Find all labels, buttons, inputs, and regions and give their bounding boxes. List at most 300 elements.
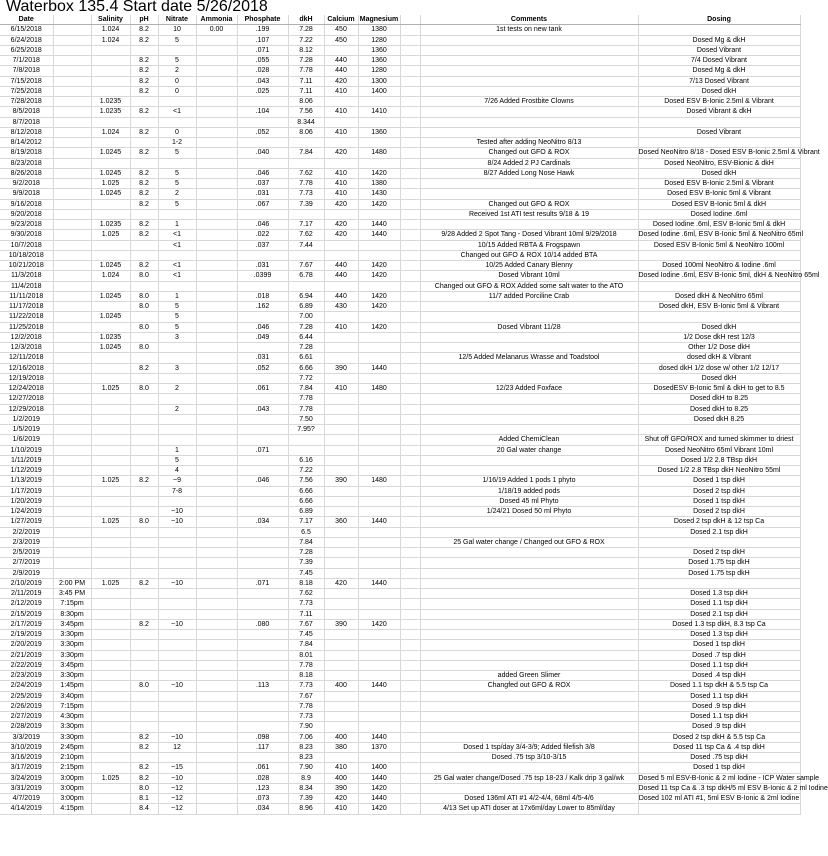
table-cell: 8.2: [130, 476, 158, 486]
table-cell: [400, 742, 420, 752]
table-cell: [400, 507, 420, 517]
table-cell: [638, 425, 800, 435]
table-cell: [196, 168, 237, 178]
table-cell: 3:30pm: [53, 722, 91, 732]
table-cell: 3/16/2019: [0, 753, 53, 763]
table-cell: Changed out GFO & ROX Added some salt water to the ATO: [420, 281, 638, 291]
table-cell: [196, 435, 237, 445]
table-cell: 6.66: [288, 486, 324, 496]
table-cell: 2/23/2019: [0, 671, 53, 681]
table-cell: [53, 476, 91, 486]
table-cell: [130, 527, 158, 537]
table-cell: [400, 773, 420, 783]
table-cell: 8/12/2018: [0, 127, 53, 137]
table-cell: [53, 199, 91, 209]
table-cell: [91, 589, 130, 599]
table-cell: 390: [324, 363, 358, 373]
table-cell: 1/12/2019: [0, 466, 53, 476]
table-cell: [420, 107, 638, 117]
table-cell: Dosed 100ml NeoNitro & Iodine .6ml: [638, 261, 800, 271]
table-cell: 8/26/2018: [0, 168, 53, 178]
table-cell: Dosed ESV B-Ionic 5ml & Vibrant: [638, 189, 800, 199]
table-cell: [53, 261, 91, 271]
table-cell: 5: [158, 148, 196, 158]
table-cell: [196, 261, 237, 271]
table-cell: .037: [237, 179, 288, 189]
table-cell: [91, 701, 130, 711]
table-cell: [130, 507, 158, 517]
table-cell: 1-2: [158, 138, 196, 148]
table-cell: [91, 537, 130, 547]
table-cell: [288, 250, 324, 260]
table-cell: [358, 414, 400, 424]
table-cell: [196, 783, 237, 793]
table-cell: [91, 763, 130, 773]
table-cell: .022: [237, 230, 288, 240]
table-cell: ~10: [158, 732, 196, 742]
table-cell: [237, 558, 288, 568]
table-cell: [196, 732, 237, 742]
table-cell: [358, 117, 400, 127]
table-cell: 5: [158, 35, 196, 45]
table-cell: [53, 66, 91, 76]
table-cell: [53, 158, 91, 168]
table-cell: 7.78: [288, 404, 324, 414]
table-cell: [400, 722, 420, 732]
table-cell: [400, 712, 420, 722]
table-cell: 7.73: [288, 681, 324, 691]
table-cell: 11/25/2018: [0, 322, 53, 332]
table-cell: 3:45 PM: [53, 589, 91, 599]
table-cell: [358, 701, 400, 711]
table-cell: .199: [237, 25, 288, 35]
table-cell: 2/28/2019: [0, 722, 53, 732]
table-cell: 8/24 Added 2 PJ Cardinals: [420, 158, 638, 168]
table-cell: [91, 691, 130, 701]
table-cell: 3: [158, 363, 196, 373]
table-cell: [324, 650, 358, 660]
table-cell: [400, 373, 420, 383]
table-cell: [196, 630, 237, 640]
table-cell: Dosed 136ml ATI #1 4/2-4/4, 68ml 4/5-4/6: [420, 794, 638, 804]
table-cell: 25 Gal water change/Dosed .75 tsp 18-23 / Kalk drip 3 gal/wk: [420, 773, 638, 783]
table-cell: 7/1/2018: [0, 56, 53, 66]
table-cell: 410: [324, 86, 358, 96]
table-cell: [196, 353, 237, 363]
table-cell: [400, 148, 420, 158]
table-cell: [420, 650, 638, 660]
table-cell: 6.78: [288, 271, 324, 281]
table-cell: Dosed .4 tsp dkH: [638, 671, 800, 681]
table-cell: [237, 650, 288, 660]
table-cell: [420, 763, 638, 773]
table-cell: [400, 45, 420, 55]
table-cell: [196, 404, 237, 414]
table-cell: [324, 496, 358, 506]
table-cell: [196, 97, 237, 107]
table-cell: 7.72: [288, 373, 324, 383]
table-cell: [130, 496, 158, 506]
table-cell: .071: [237, 578, 288, 588]
table-cell: [53, 527, 91, 537]
table-cell: [196, 722, 237, 732]
table-cell: 7.39: [288, 558, 324, 568]
table-row: [0, 35, 800, 45]
table-cell: 1440: [358, 363, 400, 373]
table-cell: 12/24/2018: [0, 384, 53, 394]
table-cell: .162: [237, 302, 288, 312]
table-cell: [196, 742, 237, 752]
table-cell: [358, 138, 400, 148]
table-cell: .043: [237, 76, 288, 86]
table-cell: [288, 158, 324, 168]
table-cell: [196, 250, 237, 260]
table-cell: 10: [158, 25, 196, 35]
table-cell: [358, 548, 400, 558]
table-cell: 1.025: [91, 179, 130, 189]
table-cell: 5: [158, 56, 196, 66]
table-cell: 7.62: [288, 168, 324, 178]
table-cell: [237, 589, 288, 599]
table-cell: 5: [158, 302, 196, 312]
table-cell: [91, 568, 130, 578]
table-cell: [91, 640, 130, 650]
table-row: [0, 384, 800, 394]
table-cell: Dosed 1 tsp dkH: [638, 476, 800, 486]
table-cell: .031: [237, 261, 288, 271]
table-cell: Dosed .7 tsp dkH: [638, 650, 800, 660]
table-cell: 1360: [358, 127, 400, 137]
table-cell: [91, 671, 130, 681]
table-cell: [91, 445, 130, 455]
table-cell: 2:00 PM: [53, 578, 91, 588]
table-cell: 7.28: [288, 25, 324, 35]
table-cell: [53, 394, 91, 404]
table-cell: [400, 230, 420, 240]
table-cell: dosed dkH 1/2 dose w/ other 1/2 12/17: [638, 363, 800, 373]
table-cell: [91, 794, 130, 804]
table-cell: [288, 435, 324, 445]
table-cell: [130, 660, 158, 670]
table-cell: [324, 117, 358, 127]
table-cell: [130, 599, 158, 609]
table-cell: [358, 97, 400, 107]
table-cell: [91, 404, 130, 414]
table-cell: [400, 804, 420, 814]
table-cell: 5: [158, 455, 196, 465]
table-cell: [196, 302, 237, 312]
table-cell: 1420: [358, 271, 400, 281]
table-cell: ~9: [158, 476, 196, 486]
table-cell: 10/18/2018: [0, 250, 53, 260]
table-cell: [420, 117, 638, 127]
table-cell: [158, 250, 196, 260]
table-cell: 0: [158, 127, 196, 137]
table-cell: [130, 558, 158, 568]
table-cell: [358, 537, 400, 547]
table-row: [0, 66, 800, 76]
table-cell: 1440: [358, 578, 400, 588]
table-cell: [196, 671, 237, 681]
table-cell: ~10: [158, 507, 196, 517]
table-cell: Dosed dkH to 8.25: [638, 394, 800, 404]
table-cell: 4/7/2019: [0, 794, 53, 804]
table-cell: 1.025: [91, 578, 130, 588]
table-cell: [400, 107, 420, 117]
table-cell: 450: [324, 25, 358, 35]
table-cell: [358, 445, 400, 455]
table-cell: [91, 363, 130, 373]
table-cell: 9/30/2018: [0, 230, 53, 240]
table-cell: Dosed dkH: [638, 168, 800, 178]
table-cell: [358, 312, 400, 322]
table-cell: .080: [237, 619, 288, 629]
table-cell: 1420: [358, 168, 400, 178]
table-cell: .046: [237, 168, 288, 178]
table-cell: 7.78: [288, 179, 324, 189]
table-cell: [196, 220, 237, 230]
table-cell: <1: [158, 230, 196, 240]
table-cell: [420, 722, 638, 732]
table-row: [0, 127, 800, 137]
table-cell: 8.01: [288, 650, 324, 660]
table-cell: 400: [324, 773, 358, 783]
table-cell: [358, 609, 400, 619]
table-cell: 1420: [358, 619, 400, 629]
table-cell: 8.2: [130, 363, 158, 373]
table-row: [0, 435, 800, 445]
table-cell: [400, 271, 420, 281]
table-cell: 7.73: [288, 599, 324, 609]
table-cell: 7.95?: [288, 425, 324, 435]
table-cell: .046: [237, 220, 288, 230]
table-row: [0, 230, 800, 240]
table-cell: [400, 199, 420, 209]
table-cell: [237, 753, 288, 763]
table-cell: [196, 507, 237, 517]
table-cell: 380: [324, 742, 358, 752]
table-cell: [91, 681, 130, 691]
table-row: [0, 476, 800, 486]
table-cell: 1440: [358, 794, 400, 804]
table-cell: .028: [237, 66, 288, 76]
table-cell: DosedESV B-Ionic 5ml & dkH to get to 8.5: [638, 384, 800, 394]
table-cell: [91, 732, 130, 742]
table-cell: [196, 35, 237, 45]
table-cell: Dosed .75 tsp 3/10-3/15: [420, 753, 638, 763]
table-row: [0, 660, 800, 670]
table-cell: [638, 138, 800, 148]
table-cell: 11/22/2018: [0, 312, 53, 322]
table-cell: [53, 281, 91, 291]
table-cell: [420, 404, 638, 414]
table-cell: [400, 404, 420, 414]
table-cell: 8.0: [130, 517, 158, 527]
table-cell: [196, 425, 237, 435]
table-cell: Dosed dkH: [638, 322, 800, 332]
table-cell: 1420: [358, 199, 400, 209]
table-cell: 410: [324, 804, 358, 814]
table-row: [0, 138, 800, 148]
table-cell: [324, 404, 358, 414]
table-cell: [130, 414, 158, 424]
table-row: [0, 404, 800, 414]
table-cell: [237, 97, 288, 107]
table-cell: [130, 353, 158, 363]
table-cell: [358, 691, 400, 701]
table-cell: [420, 783, 638, 793]
table-cell: [420, 732, 638, 742]
table-cell: 8.0: [130, 681, 158, 691]
table-cell: 7.56: [288, 476, 324, 486]
table-cell: 5: [158, 312, 196, 322]
table-cell: 8.2: [130, 619, 158, 629]
table-cell: [358, 753, 400, 763]
table-row: [0, 496, 800, 506]
table-row: [0, 189, 800, 199]
table-cell: [130, 97, 158, 107]
table-cell: 7/28/2018: [0, 97, 53, 107]
table-cell: Dosed Mg & dkH: [638, 66, 800, 76]
table-cell: 7-8: [158, 486, 196, 496]
table-cell: Dosed 1/2 2.8 TBsp dkH: [638, 455, 800, 465]
table-row: [0, 712, 800, 722]
table-cell: 1/17/2019: [0, 486, 53, 496]
table-cell: [324, 640, 358, 650]
table-cell: [420, 712, 638, 722]
table-cell: [400, 414, 420, 424]
table-cell: [400, 496, 420, 506]
table-row: [0, 199, 800, 209]
table-cell: 1440: [358, 681, 400, 691]
table-cell: [196, 148, 237, 158]
table-cell: [196, 189, 237, 199]
table-cell: [91, 414, 130, 424]
table-cell: .055: [237, 56, 288, 66]
table-cell: 1420: [358, 261, 400, 271]
table-cell: [237, 548, 288, 558]
table-cell: [196, 517, 237, 527]
table-cell: 4/14/2019: [0, 804, 53, 814]
table-cell: [158, 722, 196, 732]
table-cell: [237, 343, 288, 353]
table-cell: Dosed 1.1 tsp dkH & 5.5 tsp Ca: [638, 681, 800, 691]
table-cell: [53, 250, 91, 260]
table-cell: [400, 76, 420, 86]
table-cell: Dosed Vibrant 10ml: [420, 271, 638, 281]
table-cell: 12: [158, 742, 196, 752]
table-cell: 1420: [358, 302, 400, 312]
table-cell: [420, 220, 638, 230]
table-cell: [400, 568, 420, 578]
column-header: Phosphate: [237, 15, 288, 25]
table-cell: [420, 363, 638, 373]
table-cell: [91, 66, 130, 76]
table-cell: [130, 722, 158, 732]
table-cell: 440: [324, 66, 358, 76]
table-cell: Dosed dkH: [638, 86, 800, 96]
table-cell: [420, 558, 638, 568]
table-cell: 4:30pm: [53, 712, 91, 722]
table-cell: [196, 486, 237, 496]
table-cell: [237, 599, 288, 609]
table-cell: [237, 701, 288, 711]
table-cell: Dosed 102 ml ATI #1, 5ml ESV B-Ionic & 2ml Iodine: [638, 795, 800, 803]
table-cell: 9/9/2018: [0, 189, 53, 199]
table-cell: Dosed ESV B-Ionic 5ml & NeoNitro 100ml: [638, 240, 800, 250]
table-cell: [196, 117, 237, 127]
table-cell: Dosed NeoNitro 65ml Vibrant 10ml: [638, 445, 800, 455]
table-cell: 430: [324, 302, 358, 312]
table-cell: [420, 425, 638, 435]
table-cell: [91, 394, 130, 404]
table-cell: 9/2/2018: [0, 179, 53, 189]
table-cell: 1/2/2019: [0, 414, 53, 424]
table-cell: 1.025: [91, 517, 130, 527]
table-cell: 11/17/2018: [0, 302, 53, 312]
table-cell: [53, 220, 91, 230]
table-cell: [53, 384, 91, 394]
table-cell: ~10: [158, 773, 196, 783]
table-row: [0, 373, 800, 383]
table-cell: [130, 455, 158, 465]
table-cell: 1/6/2019: [0, 435, 53, 445]
table-cell: [324, 753, 358, 763]
table-cell: [196, 701, 237, 711]
table-cell: [53, 117, 91, 127]
table-cell: [91, 76, 130, 86]
sheet-title: Waterbox 135.4 Start date 5/26/2018: [6, 0, 268, 15]
table-cell: 8.2: [130, 107, 158, 117]
table-cell: [53, 548, 91, 558]
table-cell: [638, 250, 800, 260]
table-cell: Tested after adding NeoNitro 8/13: [420, 138, 638, 148]
header-row: [0, 15, 800, 25]
table-cell: [91, 199, 130, 209]
table-cell: 7.06: [288, 732, 324, 742]
table-cell: 9/20/2018: [0, 209, 53, 219]
table-cell: [53, 343, 91, 353]
table-cell: 7.78: [288, 66, 324, 76]
table-cell: [420, 66, 638, 76]
table-cell: [638, 804, 800, 814]
table-row: [0, 45, 800, 55]
table-cell: [158, 45, 196, 55]
table-row: [0, 414, 800, 424]
table-cell: [158, 753, 196, 763]
table-cell: 440: [324, 261, 358, 271]
table-cell: [324, 209, 358, 219]
table-cell: Dosed 1 tsp dkH: [638, 640, 800, 650]
table-cell: 12/27/2018: [0, 394, 53, 404]
table-cell: [53, 56, 91, 66]
table-cell: [420, 548, 638, 558]
table-cell: [91, 240, 130, 250]
table-cell: 2/9/2019: [0, 568, 53, 578]
table-cell: 1.024: [91, 35, 130, 45]
table-row: [0, 681, 800, 691]
table-cell: [324, 240, 358, 250]
table-cell: [53, 127, 91, 137]
table-row: [0, 107, 800, 117]
table-cell: 1: [158, 220, 196, 230]
table-cell: [358, 671, 400, 681]
table-cell: 2: [158, 404, 196, 414]
table-cell: [420, 691, 638, 701]
table-row: [0, 558, 800, 568]
table-cell: [400, 630, 420, 640]
table-cell: [400, 445, 420, 455]
